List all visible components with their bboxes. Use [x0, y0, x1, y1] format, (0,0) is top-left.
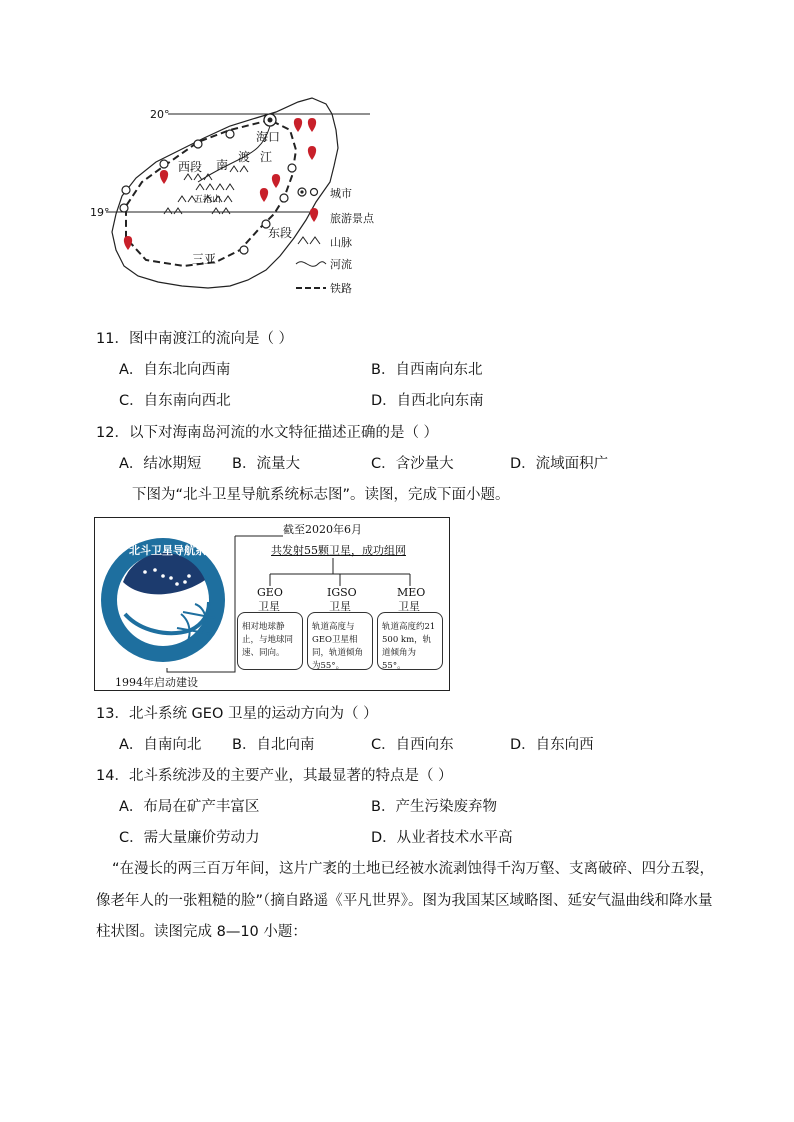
q14-option-d: D．从业者技术水平高 [371, 830, 513, 846]
question-12-stem: 12．以下对海南岛河流的水文特征描述正确的是（ ） [96, 425, 439, 441]
question-13-stem: 13．北斗系统 GEO 卫星的运动方向为（ ） [96, 706, 378, 722]
q14-option-b: B．产生污染废弃物 [371, 799, 497, 815]
legend-scenic-label: 旅游景点 [330, 212, 374, 225]
geo-sub: 卫星 [258, 600, 280, 613]
legend-symbols [290, 180, 330, 298]
beidou-logo [101, 538, 225, 670]
q11-option-c: C．自东南向西北 [119, 393, 231, 409]
map-legend [290, 180, 400, 298]
q12-option-b: B．流量大 [232, 456, 300, 472]
q13-option-b: B．自北向南 [232, 737, 315, 753]
q12-option-c: C．含沙量大 [371, 456, 454, 472]
legend-railway-label: 铁路 [330, 282, 352, 295]
geo-desc-box: 相对地球静止，与地球同速、同向。 [237, 612, 303, 670]
beidou-figure [94, 517, 450, 691]
legend-river-label: 河流 [330, 258, 352, 271]
haikou-label: 海口 [256, 130, 281, 144]
q14-option-c: C．需大量廉价劳动力 [119, 830, 260, 846]
lat-19-label: 19° [90, 206, 110, 219]
logo-en-text: BeiDou Navigation Satellite System [113, 663, 220, 670]
started-label: 1994年启动建设 [115, 676, 198, 689]
lat-20-label: 20° [150, 108, 170, 121]
river-char-1: 南 [216, 158, 229, 172]
logo-cn-text: 北斗卫星导航系统 [129, 544, 217, 557]
beidou-intro: 下图为“北斗卫星导航系统标志图”。读图，完成下面小题。 [132, 487, 510, 503]
passage-line-1: “在漫长的两三百万年间，这片广袤的土地已经被水流剥蚀得千沟万壑、支离破碎、四分五裂， [112, 861, 715, 877]
launched-label: 共发射55颗卫星，成功组网 [271, 544, 406, 557]
q13-option-c: C．自西向东 [371, 737, 454, 753]
q12-option-a: A．结冰期短 [119, 456, 202, 472]
igso-name: IGSO [327, 586, 357, 599]
q11-option-b: B．自西南向东北 [371, 362, 483, 378]
as-of-label: 截至2020年6月 [283, 523, 362, 536]
meo-desc-box: 轨道高度约21 500 km，轨道倾角为55°。 [377, 612, 443, 670]
legend-city-label: 城市 [330, 187, 352, 200]
q11-option-a: A．自东北向西南 [119, 362, 231, 378]
meo-sub: 卫星 [398, 600, 420, 613]
legend-mountain-label: 山脉 [330, 236, 352, 249]
river-char-2: 渡 [238, 150, 251, 164]
river-icon [296, 262, 326, 267]
igso-sub: 卫星 [329, 600, 351, 613]
q11-option-d: D．自西北向东南 [371, 393, 484, 409]
river-char-3: 江 [260, 150, 273, 164]
q13-option-a: A．自南向北 [119, 737, 202, 753]
q12-option-d: D．流域面积广 [510, 456, 609, 472]
passage-line-3: 柱状图。读图完成 8—10 小题： [96, 924, 307, 940]
mountain-label: 五指山 [194, 195, 222, 205]
igso-desc-box: 轨道高度与 GEO卫星相同，轨道倾角为55°。 [307, 612, 373, 670]
city-icon [298, 188, 318, 196]
q14-option-a: A．布局在矿产丰富区 [119, 799, 260, 815]
mountain-range [164, 166, 248, 214]
meo-name: MEO [397, 586, 426, 599]
scenic-spot-icon [310, 208, 318, 222]
mountain-icon [298, 237, 320, 244]
sanya-label: 三亚 [192, 252, 217, 266]
east-section-label: 东段 [268, 226, 293, 240]
question-11-stem: 11．图中南渡江的流向是（ ） [96, 331, 294, 347]
q13-option-d: D．自东向西 [510, 737, 594, 753]
passage-line-2: 像老年人的一张粗糙的脸”（摘自路遥《平凡世界》。图为我国某区域略图、延安气温曲线和降水量 [96, 893, 713, 909]
west-section-label: 西段 [178, 160, 203, 174]
geo-name: GEO [257, 586, 283, 599]
question-14-stem: 14．北斗系统涉及的主要产业，其最显著的特点是（ ） [96, 768, 453, 784]
